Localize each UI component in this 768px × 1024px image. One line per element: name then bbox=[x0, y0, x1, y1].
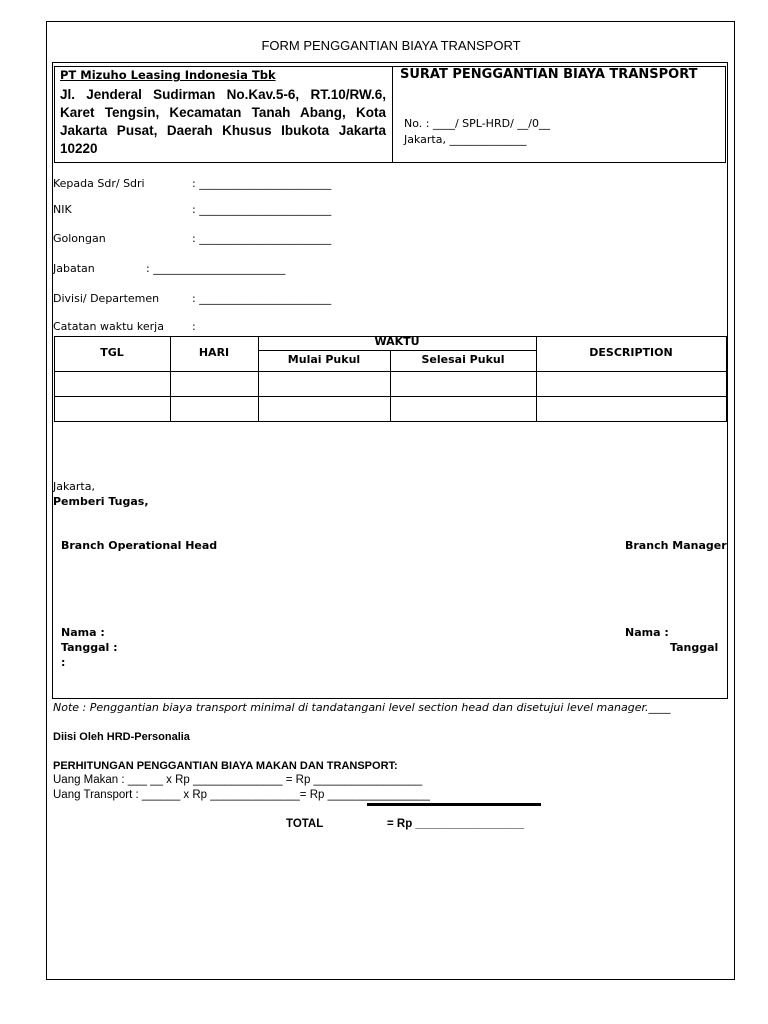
hrd-total-value-text: = Rp _________________ bbox=[387, 818, 525, 830]
field-input-jabatan[interactable]: : ________________________ bbox=[146, 262, 286, 275]
note-text: Note : Penggantian biaya transport minimal di tandatangani level section head dan disetujui level manager.____ bbox=[53, 701, 671, 714]
hrd-total-value[interactable] bbox=[387, 818, 524, 830]
field-label-nik: NIK bbox=[53, 203, 72, 216]
hrd-filled-by: Diisi Oleh HRD-Personalia bbox=[53, 731, 190, 743]
col-header-mulai: Mulai Pukul bbox=[287, 353, 361, 366]
hrd-uang-transport[interactable]: Uang Transport : ______ x Rp ______________= Rp ________________ bbox=[53, 789, 430, 801]
field-input-nik[interactable]: : ________________________ bbox=[192, 203, 332, 216]
col-header-description: DESCRIPTION bbox=[589, 346, 673, 359]
letter-title: SURAT PENGGANTIAN BIAYA TRANSPORT bbox=[400, 67, 698, 82]
field-input-catatan: : bbox=[192, 320, 196, 333]
field-label-catatan: Catatan waktu kerja bbox=[53, 320, 164, 333]
signature-left-nama: Nama : bbox=[61, 626, 105, 639]
col-header-hari: HARI bbox=[198, 346, 230, 359]
signature-place: Jakarta, bbox=[53, 480, 95, 493]
signature-left-colon: : bbox=[61, 656, 66, 669]
company-name: PT Mizuho Leasing Indonesia Tbk bbox=[60, 68, 276, 82]
form-title: FORM PENGGANTIAN BIAYA TRANSPORT bbox=[261, 38, 521, 53]
total-separator bbox=[367, 803, 541, 806]
col-header-waktu: WAKTU bbox=[374, 335, 420, 348]
hrd-calc-title: PERHITUNGAN PENGGANTIAN BIAYA MAKAN DAN TRANSPORT: bbox=[53, 760, 398, 772]
signature-right-role: Branch Manager bbox=[625, 539, 727, 552]
signature-left-role: Branch Operational Head bbox=[61, 539, 218, 552]
hrd-total-label: TOTAL bbox=[286, 818, 324, 830]
signature-right-nama: Nama : bbox=[625, 626, 669, 639]
field-label-divisi: Divisi/ Departemen bbox=[53, 292, 160, 305]
field-label-jabatan: Jabatan bbox=[53, 262, 95, 275]
letter-number[interactable]: No. : ____/ SPL-HRD/ __/0__ bbox=[404, 117, 550, 130]
hrd-uang-makan[interactable]: Uang Makan : ___ __ x Rp ______________ = Rp _________________ bbox=[53, 774, 423, 786]
signature-assigner: Pemberi Tugas, bbox=[53, 495, 149, 508]
col-header-selesai: Selesai Pukul bbox=[421, 353, 505, 366]
field-input-golongan[interactable]: : ________________________ bbox=[192, 232, 332, 245]
letter-place-date[interactable]: Jakarta, ______________ bbox=[404, 133, 527, 146]
field-label-golongan: Golongan bbox=[53, 232, 106, 245]
header-divider bbox=[392, 66, 393, 163]
signature-left-tanggal: Tanggal : bbox=[61, 641, 118, 654]
field-input-kepada[interactable]: : ________________________ bbox=[192, 177, 332, 190]
col-header-tgl: TGL bbox=[100, 346, 124, 359]
field-label-kepada: Kepada Sdr/ Sdri bbox=[53, 177, 145, 190]
company-address: Jl. Jenderal Sudirman No.Kav.5-6, RT.10/RW.6, Karet Tengsin, Kecamatan Tanah Abang, Kota Jakarta Pusat, Daerah Khusus Ibukota Jakarta 10220 bbox=[60, 87, 386, 156]
signature-right-tanggal: Tanggal bbox=[670, 641, 719, 654]
field-input-divisi[interactable]: : ________________________ bbox=[192, 292, 332, 305]
